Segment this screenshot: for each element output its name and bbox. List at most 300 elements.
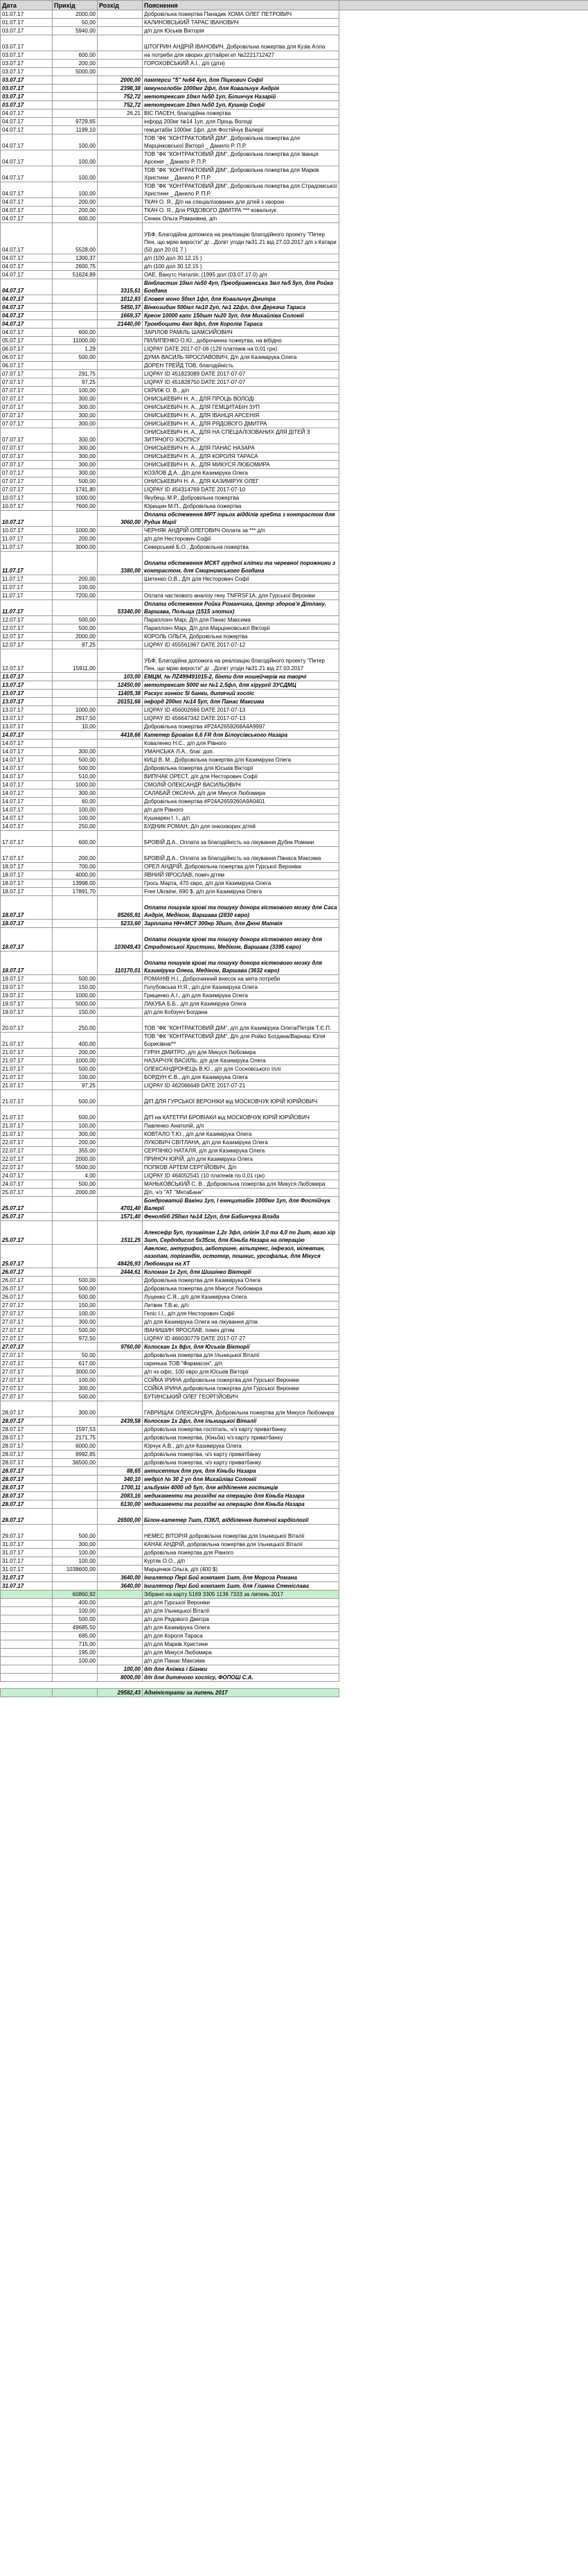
note-cell[interactable]: на потреби для хворих діт/тайрег.кп №2221712427 xyxy=(143,51,339,60)
expense-cell[interactable]: 48426,93 xyxy=(98,1245,143,1268)
income-cell[interactable]: 300,00 xyxy=(53,461,98,469)
income-cell[interactable]: 4000,00 xyxy=(53,871,98,879)
income-cell[interactable]: 500,00 xyxy=(53,1285,98,1293)
expense-cell[interactable] xyxy=(98,773,143,781)
income-cell[interactable] xyxy=(53,1484,98,1492)
income-cell[interactable]: 4,00 xyxy=(53,1172,98,1180)
note-cell[interactable]: Колоскан 1х 8фл, для Юськів Вікторії xyxy=(143,1343,339,1351)
date-cell[interactable]: 07.07.17 xyxy=(1,395,53,403)
income-cell[interactable] xyxy=(53,362,98,370)
expense-cell[interactable] xyxy=(98,60,143,68)
income-cell[interactable]: 60860,92 xyxy=(53,1591,98,1599)
date-cell[interactable]: 03.07.17 xyxy=(1,51,53,60)
note-cell[interactable]: ТОВ "ФК "КОНТРАКТОВИЙ ДІМ", д/п для Казимірука Олега/Петрів Т.Є.П. xyxy=(143,1017,339,1033)
income-cell[interactable]: 600,00 xyxy=(53,831,98,847)
expense-cell[interactable] xyxy=(98,444,143,453)
date-cell[interactable]: 04.07.17 xyxy=(1,182,53,198)
expense-cell[interactable] xyxy=(98,1302,143,1310)
income-cell[interactable] xyxy=(53,1509,98,1525)
note-cell[interactable]: LIQPAY ID 456002666 DATE 2017-07-13 xyxy=(143,706,339,715)
note-cell[interactable]: добровільна пожертва, ч/з карту приватбанку xyxy=(143,1451,339,1459)
note-cell[interactable]: д/п для Ільницької Віталії xyxy=(143,1607,339,1615)
note-cell[interactable]: ОРЕЛ АНДРІЙ, Добровільна пожертва для Гурської Вероніки xyxy=(143,863,339,871)
expense-cell[interactable] xyxy=(98,592,143,600)
expense-cell[interactable]: 21440,00 xyxy=(98,320,143,328)
date-cell[interactable] xyxy=(1,1674,53,1682)
date-cell[interactable]: 18.07.17 xyxy=(1,888,53,896)
income-cell[interactable]: 500,00 xyxy=(53,1293,98,1302)
income-cell[interactable]: 500,00 xyxy=(53,756,98,764)
note-cell[interactable]: LIQPAY ID 462066649 DATE 2017-07-21 xyxy=(143,1082,339,1090)
expense-cell[interactable] xyxy=(98,428,143,444)
date-cell[interactable]: 28.07.17 xyxy=(1,1434,53,1442)
date-cell[interactable] xyxy=(1,1665,53,1674)
note-cell[interactable]: Free Ukraine, 690 $, д/п для Казимірука Олега xyxy=(143,888,339,896)
date-cell[interactable]: 28.07.17 xyxy=(1,1459,53,1467)
note-cell[interactable]: Креон 10000 капс 150шт №20 3уп, для Михайліва Соломії xyxy=(143,312,339,320)
note-cell[interactable]: д/п для Рядового Дмитра xyxy=(143,1615,339,1624)
note-cell[interactable]: Зібрано на карту 5169 3305 1136 7333 за липень 2017 xyxy=(143,1591,339,1599)
income-cell[interactable]: 6000,00 xyxy=(53,1442,98,1451)
date-cell[interactable]: 07.07.17 xyxy=(1,469,53,477)
date-cell[interactable]: 04.07.17 xyxy=(1,279,53,295)
date-cell[interactable] xyxy=(1,1632,53,1640)
expense-cell[interactable] xyxy=(98,494,143,502)
date-cell[interactable]: 11.07.17 xyxy=(1,543,53,552)
income-cell[interactable]: 300,00 xyxy=(53,1385,98,1393)
expense-cell[interactable]: 3315,61 xyxy=(98,279,143,295)
date-cell[interactable]: 21.07.17 xyxy=(1,1057,53,1065)
expense-cell[interactable] xyxy=(98,215,143,223)
expense-cell[interactable] xyxy=(98,328,143,337)
note-cell[interactable]: д/п для Несторович Софії xyxy=(143,535,339,543)
income-cell[interactable]: 2917,50 xyxy=(53,715,98,723)
date-cell[interactable]: 13.07.17 xyxy=(1,715,53,723)
income-cell[interactable] xyxy=(53,681,98,690)
date-cell[interactable]: 21.07.17 xyxy=(1,1130,53,1139)
income-cell[interactable]: 500,00 xyxy=(53,1106,98,1122)
date-cell[interactable]: 14.07.17 xyxy=(1,806,53,814)
expense-cell[interactable] xyxy=(98,353,143,362)
note-cell[interactable]: РОМАНІВ Н.І., Доброчинний внесок на мета потреби xyxy=(143,975,339,983)
income-cell[interactable] xyxy=(53,739,98,748)
income-cell[interactable] xyxy=(53,1417,98,1426)
note-cell[interactable]: Д/П на КАТЕТРИ БРОВІАКИ від МОСКОВЧУК ЮРІЙ ЮРІЙОВИЧ xyxy=(143,1106,339,1122)
note-cell[interactable]: д/п для Панас Максима xyxy=(143,1657,339,1665)
date-cell[interactable]: 14.07.17 xyxy=(1,756,53,764)
note-cell[interactable]: ТКАЧ О. Я., Д/п на спеціалізованих для дітей з хворою xyxy=(143,198,339,207)
income-cell[interactable]: 7200,00 xyxy=(53,592,98,600)
income-cell[interactable] xyxy=(53,552,98,575)
income-cell[interactable]: 250,00 xyxy=(53,1017,98,1033)
income-cell[interactable] xyxy=(53,928,98,952)
note-cell[interactable]: Фенолбіб 250мл №14 12уп, для Бабинчука Влада xyxy=(143,1213,339,1221)
income-cell[interactable]: 2171,75 xyxy=(53,1434,98,1442)
date-cell[interactable]: 26.07.17 xyxy=(1,1293,53,1302)
date-cell[interactable]: 04.07.17 xyxy=(1,304,53,312)
expense-cell[interactable] xyxy=(98,1164,143,1172)
income-cell[interactable]: 100,00 xyxy=(53,387,98,395)
note-cell[interactable]: Оплата обстеження Ройка Романчика, Центр здоров'я Дітлану, Варшава, Польща (1515 злотих) xyxy=(143,600,339,616)
income-cell[interactable]: 1000,00 xyxy=(53,494,98,502)
income-cell[interactable] xyxy=(53,101,98,109)
note-cell[interactable]: Оплата обстеження МСКТ грудної клітки та черевної порожнини з контрастом, для Смирнимського Богдана xyxy=(143,552,339,575)
note-cell[interactable]: д/п чз офіс, 100 євро для Юськів Вікторії xyxy=(143,1368,339,1376)
date-cell[interactable]: 18.07.17 xyxy=(1,952,53,975)
note-cell[interactable]: Литвин Т.В.ю, д/п xyxy=(143,1302,339,1310)
note-cell[interactable]: медріл № 30 2 уп для Михайліва Соломії xyxy=(143,1475,339,1484)
income-cell[interactable]: 2000,00 xyxy=(53,1155,98,1164)
date-cell[interactable]: 14.07.17 xyxy=(1,823,53,831)
note-cell[interactable]: КИЦІ В. М., Добровільна пожертва для Казимірука Олега xyxy=(143,756,339,764)
date-cell[interactable]: 21.07.17 xyxy=(1,1065,53,1074)
note-cell[interactable]: ТОВ "ФК "КОНТРАКТОВИЙ ДІМ", Добровільна пожертва для Іванця Арсенія _ Данило Р. П.Р. xyxy=(143,150,339,166)
expense-cell[interactable]: 1012,83 xyxy=(98,295,143,304)
note-cell[interactable]: Геліс І.І., д/п для Несторович Софії xyxy=(143,1310,339,1318)
expense-cell[interactable] xyxy=(98,378,143,387)
income-cell[interactable]: 300,00 xyxy=(53,1541,98,1549)
expense-cell[interactable] xyxy=(98,1155,143,1164)
expense-cell[interactable] xyxy=(98,649,143,673)
expense-cell[interactable] xyxy=(98,1318,143,1326)
income-cell[interactable]: 5000,00 xyxy=(53,68,98,76)
expense-cell[interactable]: 340,10 xyxy=(98,1475,143,1484)
date-cell[interactable]: 10.07.17 xyxy=(1,511,53,527)
income-cell[interactable]: 5940,00 xyxy=(53,27,98,35)
income-cell[interactable]: 300,00 xyxy=(53,453,98,461)
expense-cell[interactable] xyxy=(98,535,143,543)
date-cell[interactable]: 07.07.17 xyxy=(1,387,53,395)
income-cell[interactable] xyxy=(53,1492,98,1500)
expense-cell[interactable] xyxy=(98,1607,143,1615)
date-cell[interactable]: 25.07.17 xyxy=(1,1221,53,1245)
income-cell[interactable]: 5500,00 xyxy=(53,1164,98,1172)
expense-cell[interactable] xyxy=(98,715,143,723)
note-cell[interactable]: Добровільна пожертва #P24A2659268A4A9997 xyxy=(143,723,339,731)
date-cell[interactable]: 21.07.17 xyxy=(1,1074,53,1082)
note-cell[interactable]: ЛАКУБА Б.Б., д/п для Казимірука Олега xyxy=(143,1000,339,1008)
expense-cell[interactable] xyxy=(98,641,143,649)
income-cell[interactable]: 100,00 xyxy=(53,1122,98,1130)
date-cell[interactable]: 19.07.17 xyxy=(1,975,53,983)
income-cell[interactable]: 100,00 xyxy=(53,1549,98,1557)
note-cell[interactable]: Оплата обстеження МРТ трьох відділів хребта з контрастом для Рудик Марії xyxy=(143,511,339,527)
header-note[interactable]: Пояснення xyxy=(143,1,339,10)
date-cell[interactable]: 28.07.17 xyxy=(1,1467,53,1475)
expense-cell[interactable] xyxy=(98,888,143,896)
date-cell[interactable]: 12.07.17 xyxy=(1,624,53,633)
income-cell[interactable]: 11000,00 xyxy=(53,337,98,345)
expense-cell[interactable]: 9760,00 xyxy=(98,1343,143,1351)
note-cell[interactable]: КОЗЛОВ Д.А., Д/п для Казимірука Олега xyxy=(143,469,339,477)
expense-cell[interactable] xyxy=(98,847,143,863)
income-cell[interactable]: 250,00 xyxy=(53,823,98,831)
expense-cell[interactable] xyxy=(98,706,143,715)
note-cell[interactable]: Кушнарен І. І., д/п xyxy=(143,814,339,823)
income-cell[interactable]: 3000,00 xyxy=(53,1368,98,1376)
expense-cell[interactable] xyxy=(98,1277,143,1285)
expense-cell[interactable] xyxy=(98,1459,143,1467)
expense-cell[interactable] xyxy=(98,1033,143,1049)
note-cell[interactable]: Добровільна пожертва Панадик ХОМА ОЛЕГ ПЕТРОВИЧ xyxy=(143,10,339,19)
note-cell[interactable]: ПРИНОЧ ЮРІЙ, д/п для Казимірука Олега xyxy=(143,1155,339,1164)
expense-cell[interactable] xyxy=(98,543,143,552)
date-cell[interactable]: 27.07.17 xyxy=(1,1326,53,1335)
note-cell[interactable]: САЛАБАЙ ОКСАНА, д/п для Микуся Любомира xyxy=(143,789,339,798)
expense-cell[interactable] xyxy=(98,1017,143,1033)
note-cell[interactable] xyxy=(143,1682,339,1689)
income-cell[interactable] xyxy=(53,312,98,320)
income-cell[interactable]: 500,00 xyxy=(53,1277,98,1285)
expense-cell[interactable] xyxy=(98,1442,143,1451)
note-cell[interactable]: Еловея моно 50мл 1фл, для Ковальчук Дмитра xyxy=(143,295,339,304)
income-cell[interactable] xyxy=(53,511,98,527)
income-cell[interactable]: 200,00 xyxy=(53,535,98,543)
note-cell[interactable]: ОНИСЬКЕВИЧ Н. А., ДЛЯ НА СПЕЦІАЛІЗОВАНИХ ДЛЯ ДІТЕЙ З ЗИТЯЧОГО ХОСПІСУ xyxy=(143,428,339,444)
date-cell[interactable]: 25.07.17 xyxy=(1,1189,53,1197)
date-cell[interactable]: 27.07.17 xyxy=(1,1385,53,1393)
note-cell[interactable]: Добровільна пожертва #P24A2659260A9A0401 xyxy=(143,798,339,806)
date-cell[interactable]: 27.07.17 xyxy=(1,1343,53,1351)
expense-cell[interactable] xyxy=(98,1549,143,1557)
note-cell[interactable]: Адміністрати за липень 2017 xyxy=(143,1689,339,1697)
note-cell[interactable]: СЕРПІНКО НАТАЛЯ, д/п для Казимірука Олега xyxy=(143,1147,339,1155)
date-cell[interactable]: 07.07.17 xyxy=(1,370,53,378)
date-cell[interactable]: 13.07.17 xyxy=(1,706,53,715)
expense-cell[interactable] xyxy=(98,1566,143,1574)
date-cell[interactable]: 03.07.17 xyxy=(1,85,53,93)
expense-cell[interactable] xyxy=(98,863,143,871)
note-cell[interactable]: Зарплата НН+МСТ 300нр 30шт, для Дюні Матвія xyxy=(143,920,339,928)
note-cell[interactable]: ВІС ПАСЕН, благодійна пожертва xyxy=(143,109,339,118)
expense-cell[interactable] xyxy=(98,1000,143,1008)
date-cell[interactable]: 07.07.17 xyxy=(1,486,53,494)
note-cell[interactable]: д/п для дитячого хоспісу, ФОПОШ С.А. xyxy=(143,1674,339,1682)
note-cell[interactable]: д/п для Аніжка і Біанки xyxy=(143,1665,339,1674)
income-cell[interactable]: 1199,10 xyxy=(53,126,98,134)
date-cell[interactable]: 27.07.17 xyxy=(1,1310,53,1318)
note-cell[interactable]: Оплата пошуків крові та пошуку донора кісткового мозку для Казимірука Олега, Медіком, Варшава (3632 євро) xyxy=(143,952,339,975)
expense-cell[interactable]: 103,00 xyxy=(98,673,143,681)
income-cell[interactable] xyxy=(53,76,98,85)
expense-cell[interactable] xyxy=(98,633,143,641)
note-cell[interactable]: д/п для Гурської Вероніки xyxy=(143,1599,339,1607)
expense-cell[interactable] xyxy=(98,879,143,888)
note-cell[interactable]: Інгалятор Пері Бой компакт 1шт, для Гламна Стеніслава xyxy=(143,1582,339,1591)
date-cell[interactable]: 05.07.17 xyxy=(1,337,53,345)
date-cell[interactable]: 21.07.17 xyxy=(1,1049,53,1057)
income-cell[interactable]: 5528,00 xyxy=(53,223,98,254)
note-cell[interactable]: ДУМА ВАСИЛЬ ЯРОСЛАВОВИЧ, Д/п для Казимірука Олега xyxy=(143,353,339,362)
date-cell[interactable] xyxy=(1,1615,53,1624)
income-cell[interactable] xyxy=(53,1574,98,1582)
expense-cell[interactable] xyxy=(98,1180,143,1189)
date-cell[interactable]: 07.07.17 xyxy=(1,444,53,453)
note-cell[interactable]: добровільна пожертва для Рівного xyxy=(143,1549,339,1557)
expense-cell[interactable] xyxy=(98,263,143,271)
income-cell[interactable] xyxy=(53,279,98,295)
date-cell[interactable]: 26.07.17 xyxy=(1,1268,53,1277)
date-cell[interactable]: 11.07.17 xyxy=(1,535,53,543)
note-cell[interactable]: Добровільна пожертва для Микуся Любомира xyxy=(143,1285,339,1293)
date-cell[interactable] xyxy=(1,1649,53,1657)
date-cell[interactable]: 27.07.17 xyxy=(1,1335,53,1343)
expense-cell[interactable] xyxy=(98,68,143,76)
income-cell[interactable] xyxy=(53,896,98,920)
expense-cell[interactable] xyxy=(98,412,143,420)
expense-cell[interactable] xyxy=(98,254,143,263)
note-cell[interactable]: д/п (100 дол 30.12.15 ) xyxy=(143,263,339,271)
expense-cell[interactable] xyxy=(98,19,143,27)
expense-cell[interactable] xyxy=(98,1525,143,1541)
income-cell[interactable]: 97,25 xyxy=(53,1082,98,1090)
expense-cell[interactable] xyxy=(98,1682,143,1689)
income-cell[interactable] xyxy=(53,1475,98,1484)
income-cell[interactable]: 195,00 xyxy=(53,1649,98,1657)
date-cell[interactable]: 28.07.17 xyxy=(1,1500,53,1509)
expense-cell[interactable] xyxy=(98,575,143,584)
date-cell[interactable]: 26.07.17 xyxy=(1,1285,53,1293)
expense-cell[interactable] xyxy=(98,1147,143,1155)
date-cell[interactable]: 24.07.17 xyxy=(1,1180,53,1189)
expense-cell[interactable] xyxy=(98,198,143,207)
date-cell[interactable]: 14.07.17 xyxy=(1,773,53,781)
expense-cell[interactable]: 12450,00 xyxy=(98,681,143,690)
expense-cell[interactable] xyxy=(98,616,143,624)
note-cell[interactable]: ЧЕРНЯК АНДРІЙ ОЛЕГОВИЧ Оплата за *** д/п xyxy=(143,527,339,535)
date-cell[interactable]: 22.07.17 xyxy=(1,1155,53,1164)
income-cell[interactable] xyxy=(53,85,98,93)
note-cell[interactable]: Катетер Бровіан 6,6 FR для Білоусівського Назара xyxy=(143,731,339,739)
date-cell[interactable]: 04.07.17 xyxy=(1,150,53,166)
expense-cell[interactable] xyxy=(98,1368,143,1376)
note-cell[interactable]: Тромбоцити 4мл 8фл, для Королів Тараса xyxy=(143,320,339,328)
date-cell[interactable]: 18.07.17 xyxy=(1,871,53,879)
note-cell[interactable]: LIQPAY DATE 2017-07-06 (129 платежів на 0,01 грн) xyxy=(143,345,339,353)
expense-cell[interactable] xyxy=(98,486,143,494)
income-cell[interactable]: 150,00 xyxy=(53,1008,98,1017)
date-cell[interactable]: 31.07.17 xyxy=(1,1549,53,1557)
date-cell[interactable]: 11.07.17 xyxy=(1,584,53,592)
income-cell[interactable] xyxy=(53,1197,98,1213)
income-cell[interactable]: 1000,00 xyxy=(53,706,98,715)
note-cell[interactable]: д/п для Кобзунч Богдана xyxy=(143,1008,339,1017)
note-cell[interactable]: Алексефр 5уп, пузивітан 1,2г 3фл, олігін 3,0 та 4,0 по 2шт, вазо хір 3шт, Сердпдисол 5х35см, для Кіньба Назара на операцію xyxy=(143,1221,339,1245)
note-cell[interactable] xyxy=(143,584,339,592)
income-cell[interactable]: 200,00 xyxy=(53,207,98,215)
note-cell[interactable]: д/п для Юськів Вікторія xyxy=(143,27,339,35)
note-cell[interactable]: Бондроватий Вакіни 1уп, І емнцитабін 1000мг 1уп, для Фостійчук Валерії xyxy=(143,1197,339,1213)
expense-cell[interactable]: 5450,37 xyxy=(98,304,143,312)
note-cell[interactable]: Павленко Анатолій, д/п xyxy=(143,1122,339,1130)
expense-cell[interactable] xyxy=(98,584,143,592)
date-cell[interactable]: 25.07.17 xyxy=(1,1245,53,1268)
expense-cell[interactable]: 752,72 xyxy=(98,101,143,109)
note-cell[interactable]: іммуноглобін 1000мг 2фл, для Ковальчук Андрія xyxy=(143,85,339,93)
note-cell[interactable]: Коломан 1х 2уп, для Шишінко Вікторії xyxy=(143,1268,339,1277)
note-cell[interactable]: Юрчук А.В., д/п для Казимірука Олега xyxy=(143,1442,339,1451)
date-cell[interactable]: 07.07.17 xyxy=(1,412,53,420)
note-cell[interactable]: ОНИСЬКЕВИЧ Н. А., ДЛЯ КАЗИМІРУК ОЛЕГ xyxy=(143,477,339,486)
income-cell[interactable]: 100,00 xyxy=(53,1376,98,1385)
expense-cell[interactable]: 6130,00 xyxy=(98,1500,143,1509)
note-cell[interactable]: добровільна пожертва, (Кіньба) ч/з карту приватбанку xyxy=(143,1434,339,1442)
expense-cell[interactable] xyxy=(98,1335,143,1343)
income-cell[interactable]: 100,00 xyxy=(53,166,98,182)
note-cell[interactable]: ВИПІЧАК ОРЕСТ, д/п для Несторович Софії xyxy=(143,773,339,781)
note-cell[interactable]: ТОВ "ФК "КОНТРАКТОВИЙ ДІМ", Добровільна пожертва для Страдомської Христини _ Данило Р. П.Р. xyxy=(143,182,339,198)
note-cell[interactable]: д/п для Короля Тараса xyxy=(143,1632,339,1640)
income-cell[interactable]: 600,00 xyxy=(53,215,98,223)
income-cell[interactable] xyxy=(53,35,98,51)
expense-cell[interactable] xyxy=(98,1360,143,1368)
income-cell[interactable] xyxy=(53,1582,98,1591)
note-cell[interactable]: Оплата часткового аналізу гену TNFRSF1A, для Гурської Вероніки xyxy=(143,592,339,600)
expense-cell[interactable]: 5233,60 xyxy=(98,920,143,928)
expense-cell[interactable] xyxy=(98,806,143,814)
expense-cell[interactable] xyxy=(98,798,143,806)
note-cell[interactable]: ТОВ "ФК "КОНТРАКТОВИЙ ДІМ", Добровільна пожертва для Марків Христини _ Данило Р. П.Р. xyxy=(143,166,339,182)
expense-cell[interactable] xyxy=(98,1632,143,1640)
note-cell[interactable]: д/п для Рівного xyxy=(143,806,339,814)
note-cell[interactable]: Оплата пошуків крові та пошуку донора кісткового мозку для Саса Андрія, Медіком, Варшава (2830 євро) xyxy=(143,896,339,920)
income-cell[interactable] xyxy=(53,920,98,928)
income-cell[interactable]: 100,00 xyxy=(53,1557,98,1566)
expense-cell[interactable] xyxy=(98,1591,143,1599)
note-cell[interactable]: ЛУКОВИЧ СВІТЛАНА, д/п для Казимірука Олега xyxy=(143,1139,339,1147)
date-cell[interactable]: 04.07.17 xyxy=(1,207,53,215)
income-cell[interactable]: 3000,00 xyxy=(53,543,98,552)
note-cell[interactable]: LIQPAY ID 454314769 DATE 2017-07-10 xyxy=(143,486,339,494)
date-cell[interactable]: 31.07.17 xyxy=(1,1566,53,1574)
date-cell[interactable]: 13.07.17 xyxy=(1,698,53,706)
date-cell[interactable]: 10.07.17 xyxy=(1,502,53,511)
date-cell[interactable]: 11.07.17 xyxy=(1,575,53,584)
income-cell[interactable]: 700,00 xyxy=(53,863,98,871)
note-cell[interactable]: інфорд 200мг №14 1уп, для Проць Володі xyxy=(143,118,339,126)
note-cell[interactable]: Грищенко А.І., д/п для Казимірука Олега xyxy=(143,992,339,1000)
income-cell[interactable]: 7600,00 xyxy=(53,502,98,511)
expense-cell[interactable] xyxy=(98,362,143,370)
note-cell[interactable]: метотрексат 5000 мг №1 2,5фл, для хірургії ЗУСДМЦ xyxy=(143,681,339,690)
expense-cell[interactable] xyxy=(98,723,143,731)
date-cell[interactable]: 27.07.17 xyxy=(1,1376,53,1385)
income-cell[interactable] xyxy=(53,1467,98,1475)
expense-cell[interactable] xyxy=(98,1189,143,1197)
expense-cell[interactable] xyxy=(98,1106,143,1122)
income-cell[interactable]: 1000,00 xyxy=(53,1057,98,1065)
note-cell[interactable]: LIQPAY ID 464052541 (10 платежів по 0,01 грн) xyxy=(143,1172,339,1180)
expense-cell[interactable]: 26,21 xyxy=(98,109,143,118)
income-cell[interactable]: 1,29 xyxy=(53,345,98,353)
income-cell[interactable] xyxy=(53,320,98,328)
note-cell[interactable]: ОАЕ, Ванутс Наталія, (1995 дол (03.07.17.0) д/п xyxy=(143,271,339,279)
date-cell[interactable]: 07.07.17 xyxy=(1,453,53,461)
expense-cell[interactable]: 85265,91 xyxy=(98,896,143,920)
expense-cell[interactable]: 110170,01 xyxy=(98,952,143,975)
note-cell[interactable]: ОЛЕКСАНДРОНЕЦЬ В.Ю., д/п для Сосновського Іллі xyxy=(143,1065,339,1074)
income-cell[interactable]: 300,00 xyxy=(53,1130,98,1139)
note-cell[interactable]: д/п для Казимірука Олега на лікування діток xyxy=(143,1318,339,1326)
note-cell[interactable]: Шетенко О.В., Д/п для Несторович Софії xyxy=(143,575,339,584)
date-cell[interactable]: 14.07.17 xyxy=(1,798,53,806)
note-cell[interactable]: ГУРІН ДМИТРО, д/п для Микуся Любомира xyxy=(143,1049,339,1057)
income-cell[interactable]: 500,00 xyxy=(53,1326,98,1335)
expense-cell[interactable] xyxy=(98,1049,143,1057)
income-cell[interactable]: 2000,00 xyxy=(53,633,98,641)
note-cell[interactable]: УБФ, Благодійна допомога на реалізацію благодійного проекту "Петер Пен, що мрію вирости" дг ..Догвт угоди №31.21 від 27.03.2017 xyxy=(143,649,339,673)
expense-cell[interactable] xyxy=(98,814,143,823)
